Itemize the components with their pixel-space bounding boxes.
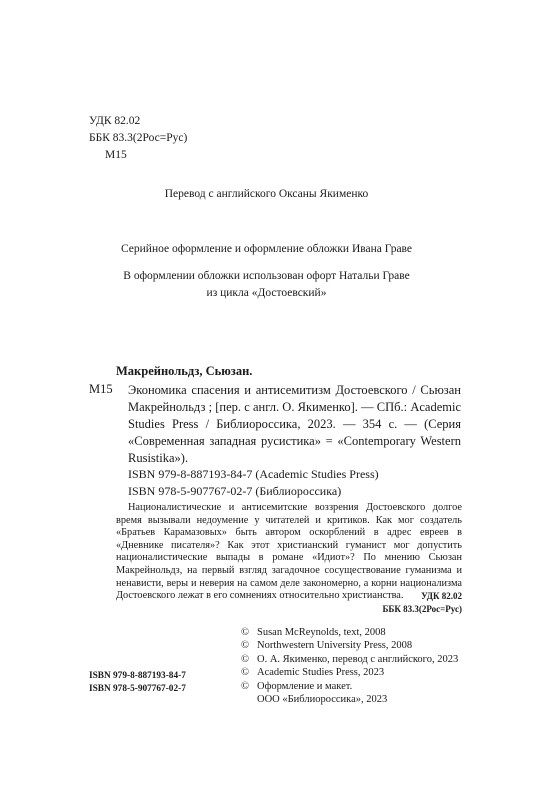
small-udk: УДК 82.02 <box>421 591 462 601</box>
copyright-text: Academic Studies Press, 2023 <box>257 667 385 679</box>
annotation-paragraph: Националистические и антисемитские воззрения Достоевского долгое время вызывали недоумение у читателей и критиков. Как мог создатель «Братьев Карамазовых» быть автором оскорблений в адрес евреев в «Дневнике писателя»? Как этот христианский гуманист мог допустить националистические выпады в романе «Идиот»? По мнению Сьюзан Макрейнольдз, на первый взгляд загадочное сосуществование гуманизма и ненависти, веры и неверия на самом деле закономерно, а корни национализма Достоевского лежат в его сомнениях относительно христианства. <box>116 502 462 602</box>
copyright-text: Оформление и макет. <box>257 680 353 692</box>
copyright-symbol: © <box>241 667 249 679</box>
isbn-bottom-1: ISBN 979-8-887193-84-7 <box>89 671 186 681</box>
bibliographic-mark: М15 <box>89 382 113 396</box>
copyright-row <box>241 666 458 679</box>
isbn-academic: ISBN 979-8-887193-84-7 (Academic Studies Press) <box>128 467 379 481</box>
copyright-row <box>241 639 458 652</box>
isbn-bottom-block <box>89 670 186 696</box>
copyright-symbol: © <box>241 653 249 665</box>
copyright-list <box>241 626 458 706</box>
copyright-row <box>241 680 458 693</box>
copyright-symbol <box>241 693 257 706</box>
copyright-row <box>241 693 458 706</box>
copyright-text: Susan McReynolds, text, 2008 <box>257 627 386 638</box>
udk-code: УДК 82.02 <box>89 115 141 127</box>
isbn-bottom-2: ISBN 978-5-907767-02-7 <box>89 684 186 694</box>
copyright-text: Northwestern University Press, 2008 <box>257 640 413 652</box>
cover-credit <box>60 268 473 302</box>
copyright-symbol: © <box>241 640 249 652</box>
copyright-symbol: © <box>241 627 249 638</box>
small-bbk: ББК 83.3(2Рос=Рус) <box>382 603 462 614</box>
copyright-text: ООО «Библиороссика», 2023 <box>257 694 388 706</box>
copyright-text: О. А. Якименко, перевод с английского, 2023 <box>257 653 459 665</box>
author-mark: М15 <box>105 149 127 161</box>
copyright-row <box>241 626 458 639</box>
translation-credit: Перевод с английского Оксаны Якименко <box>164 188 369 200</box>
isbn-bibliorossica: ISBN 978-5-907767-02-7 (Библиороссика) <box>128 484 342 498</box>
isbn-block <box>128 466 379 500</box>
small-classification <box>380 590 462 615</box>
copyright-row <box>241 653 458 666</box>
classification-block <box>89 113 187 164</box>
author-heading: Макрейнольдз, Сьюзан. <box>116 364 253 378</box>
design-credit: Серийное оформление и оформление обложки Ивана Граве <box>120 243 413 255</box>
bbk-code: ББК 83.3(2Рос=Рус) <box>89 132 188 144</box>
cover-credit-line2: из цикла «Достоевский» <box>206 287 327 299</box>
cover-credit-line1: В оформлении обложки использован офорт Натальи Граве <box>123 270 410 282</box>
copyright-symbol: © <box>241 680 249 692</box>
bibliographic-description: Экономика спасения и антисемитизм Достоевского / Сьюзан Макрейнольдз ; [пер. с англ. О. Якименко]. — СПб.: Academic Studies Press / Библиороссика, 2023. — 354 с. — (Серия «Современная западная русистика» = «Contemporary Western Rusistika»). <box>128 383 461 465</box>
